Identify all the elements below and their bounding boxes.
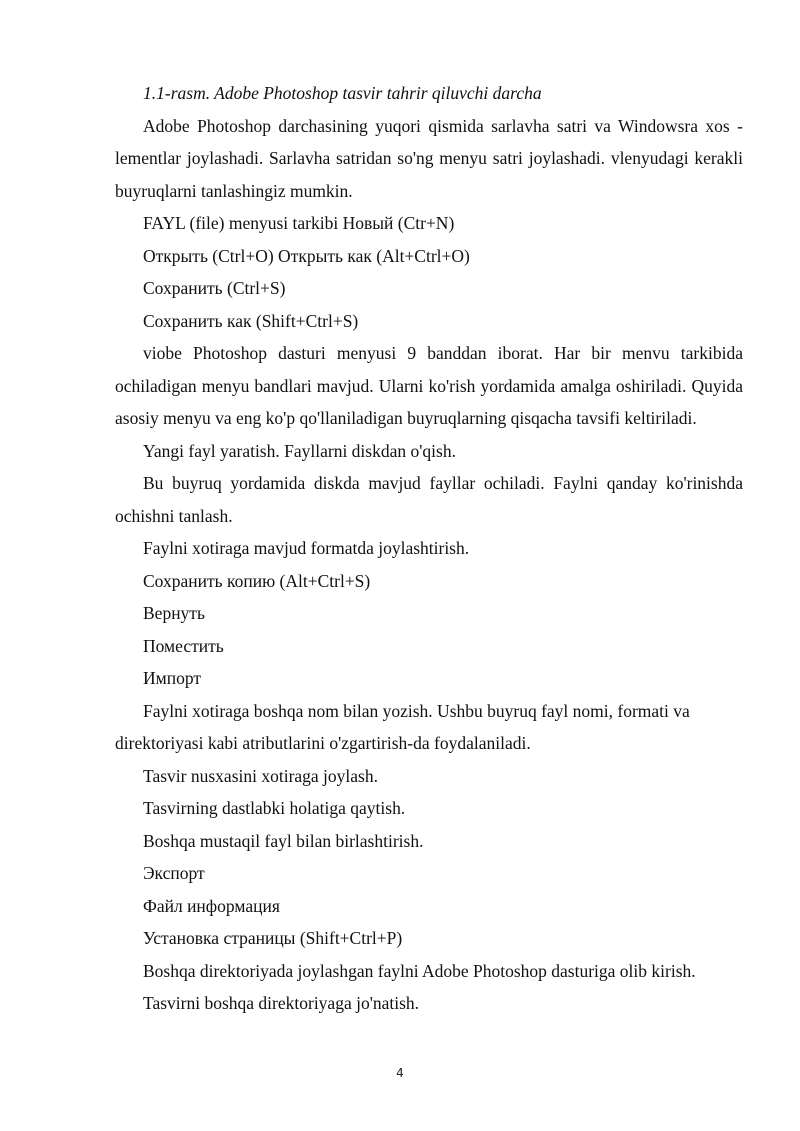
figure-caption: 1.1-rasm. Adobe Photoshop tasvir tahrir qiluvchi darcha — [143, 83, 542, 103]
paragraph: Faylni xotiraga boshqa nom bilan yozish. Ushbu buyruq fayl nomi, formati va direktoriyasi kabi atributlarini o'zgartirish-da foydalaniladi. — [115, 700, 690, 753]
paragraph: Сохранить как (Shift+Ctrl+S) — [143, 310, 359, 331]
paragraph: Вернуть — [143, 603, 205, 623]
paragraph: Tasvirni boshqa direktoriyaga jo'natish. — [143, 993, 420, 1013]
paragraph: Сохранить (Ctrl+S) — [143, 278, 286, 298]
paragraph: viobe Photoshop dasturi menyusi 9 banddan iborat. Har bir menvu tarkibida ochiladigan menyu bandlari mavjud. Ularni ko'rish yordamida amalga oshiriladi. Quyida asosiy menyu va eng ko'p qo'llaniladigan buyruqlarning qisqacha tavsifi keltiriladi. — [115, 343, 743, 428]
paragraph: Поместить — [143, 635, 224, 656]
paragraph: Tasvir nusxasini xotiraga joylash. — [143, 765, 378, 786]
paragraph: Boshqa direktoriyada joylashgan faylni Adobe Photoshop dasturiga olib kirish. — [143, 960, 696, 981]
paragraph: Экспорт — [143, 863, 205, 883]
paragraph: Файл информация — [143, 895, 280, 916]
paragraph: Boshqa mustaqil fayl bilan birlashtirish. — [143, 830, 424, 851]
paragraph: Сохранить копию (Alt+Ctrl+S) — [143, 570, 371, 591]
paragraph: Faylni xotiraga mavjud formatda joylashtirish. — [143, 538, 470, 558]
paragraph: Bu buyruq yordamida diskda mavjud fayllar ochiladi. Faylni qanday ko'rinishda ochishni tanlash. — [115, 473, 743, 526]
document-body — [115, 77, 743, 1020]
page-number: 4 — [396, 1066, 404, 1080]
paragraph: FAYL (file) menyusi tarkibi Новый (Ctr+N) — [143, 213, 455, 233]
paragraph: Adobe Photoshop darchasining yuqori qismida sarlavha satri va Windowsra xos -lementlar joylashadi. Sarlavha satridan so'ng menyu satri joylashadi. vlenyudagi kerakli buyruqlarni tanlashingiz mumkin. — [115, 115, 743, 201]
paragraph: Yangi fayl yaratish. Fayllarni diskdan o'qish. — [143, 440, 456, 461]
paragraph: Импорт — [143, 668, 201, 688]
paragraph: Открыть (Ctrl+O) Открыть как (Alt+Ctrl+O) — [143, 245, 470, 266]
paragraph: Tasvirning dastlabki holatiga qaytish. — [143, 798, 406, 818]
paragraph: Установка страницы (Shift+Ctrl+P) — [143, 928, 403, 948]
